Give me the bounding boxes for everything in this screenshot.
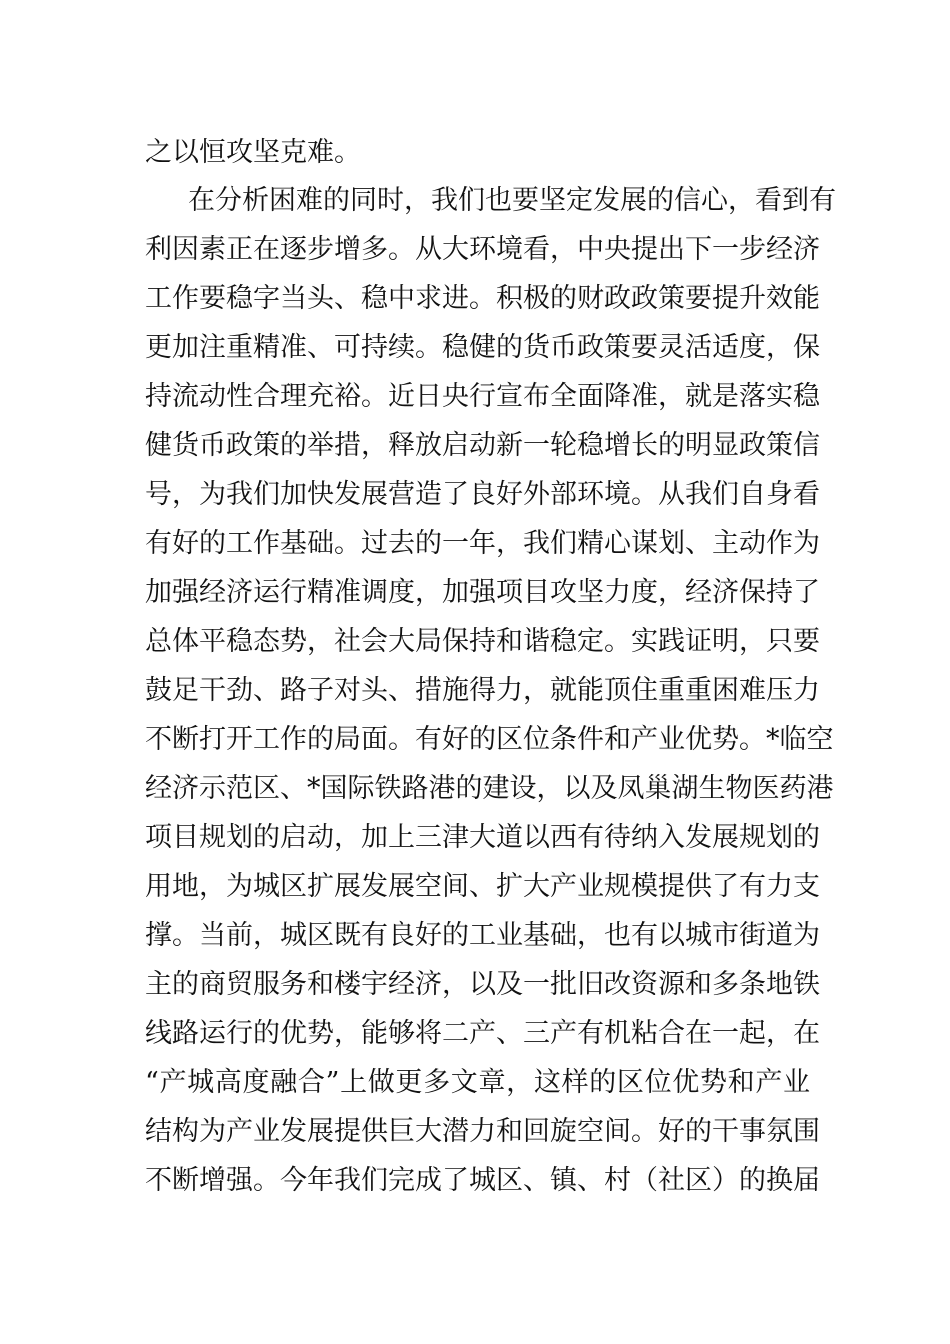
paragraph-line-19: 线路运行的优势，能够将二产、三产有机粘合在一起，在 [145, 1018, 820, 1049]
paragraph-line-8: 号，为我们加快发展营造了良好外部环境。从我们自身看 [145, 479, 820, 510]
paragraph-line-16: 用地，为城区扩展发展空间、扩大产业规模提供了有力支 [145, 871, 820, 902]
paragraph-line-14: 经济示范区、*国际铁路港的建设，以及凤巢湖生物医药港 [145, 773, 834, 804]
paragraph-line-9: 有好的工作基础。过去的一年，我们精心谋划、主动作为 [145, 528, 820, 559]
paragraph-line-15: 项目规划的启动，加上三津大道以西有待纳入发展规划的 [145, 822, 820, 853]
paragraph-line-10: 加强经济运行精准调度，加强项目攻坚力度，经济保持了 [145, 577, 820, 608]
paragraph-line-2: 在分析困难的同时，我们也要坚定发展的信心，看到有 [188, 185, 836, 216]
paragraph-line-7: 健货币政策的举措，释放启动新一轮稳增长的明显政策信 [145, 430, 820, 461]
paragraph-line-1: 之以恒攻坚克难。 [145, 137, 361, 168]
paragraph-line-4: 工作要稳字当头、稳中求进。积极的财政政策要提升效能 [145, 283, 820, 314]
paragraph-line-11: 总体平稳态势，社会大局保持和谐稳定。实践证明，只要 [145, 626, 820, 657]
paragraph-line-22: 不断增强。今年我们完成了城区、镇、村（社区）的换届 [145, 1165, 820, 1196]
paragraph-line-5: 更加注重精准、可持续。稳健的货币政策要灵活适度，保 [145, 332, 820, 363]
paragraph-line-20: “产城高度融合”上做更多文章，这样的区位优势和产业 [145, 1067, 810, 1098]
paragraph-line-6: 持流动性合理充裕。近日央行宣布全面降准，就是落实稳 [145, 381, 820, 412]
paragraph-line-13: 不断打开工作的局面。有好的区位条件和产业优势。*临空 [145, 724, 834, 755]
paragraph-line-21: 结构为产业发展提供巨大潜力和回旋空间。好的干事氛围 [145, 1116, 820, 1147]
paragraph-line-3: 利因素正在逐步增多。从大环境看，中央提出下一步经济 [145, 234, 820, 265]
paragraph-line-18: 主的商贸服务和楼宇经济，以及一批旧改资源和多条地铁 [145, 969, 820, 1000]
paragraph-line-12: 鼓足干劲、路子对头、措施得力，就能顶住重重困难压力 [145, 675, 820, 706]
paragraph-line-17: 撑。当前，城区既有良好的工业基础，也有以城市街道为 [145, 920, 820, 951]
